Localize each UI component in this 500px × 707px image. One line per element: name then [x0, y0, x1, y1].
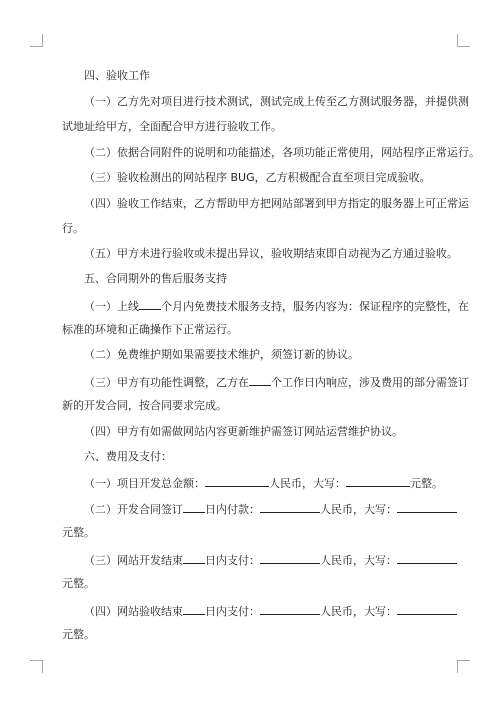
section-6-item-2-line-2: 元整。	[62, 526, 95, 539]
page-corner-mark-bottom-left	[30, 660, 43, 673]
fill-in-blank[interactable]	[139, 298, 161, 310]
section-5-heading: 五、合同期外的售后服务支持	[84, 272, 227, 285]
section-4-item-2: （二）依据合同附件的说明和功能描述，各项功能正常使用，网站程序正常运行。	[84, 146, 480, 159]
section-6-item-3-line-2: 元整。	[62, 577, 95, 590]
section-6-item-1-text-c: 元整。	[410, 477, 443, 490]
section-5-item-3-line-1	[62, 374, 469, 390]
section-5-item-1-text-b: 个月内免费技术服务支持，服务内容为：保证程序的完整性，在	[161, 300, 469, 313]
section-6-item-2-line-1	[62, 501, 462, 517]
section-5-item-3-text-b: 个工作日内响应，涉及费用的部分需签订	[271, 376, 469, 389]
section-6-item-3-text-a: （三）网站开发结束	[84, 554, 183, 567]
section-5-item-4: （四）甲方有如需做网站内容更新维护需签订网站运营维护协议。	[84, 425, 403, 438]
section-6-item-4-text-b: 日内支付：	[205, 605, 260, 618]
section-6-item-1	[62, 475, 462, 491]
section-4-item-4-line-2: 行。	[62, 222, 84, 235]
section-5-item-1-line-1	[62, 298, 469, 314]
section-6-item-1-text-a: （一）项目开发总金额：	[84, 477, 205, 490]
section-6-item-1-text-b: 人民币，大写：	[269, 477, 346, 490]
section-5-item-3-text-a: （三）甲方有功能性调整，乙方在	[84, 376, 249, 389]
section-5-item-3-line-2: 新的开发合同，按合同要求完成。	[62, 399, 227, 412]
fill-in-blank[interactable]	[397, 501, 457, 513]
fill-in-blank[interactable]	[183, 552, 205, 564]
section-5-item-1-line-2: 标准的环境和正确操作下正常运行。	[62, 323, 238, 336]
section-4-item-5: （五）甲方未进行验收或未提出异议，验收期结束即自动视为乙方通过验收。	[84, 247, 458, 260]
section-6-item-3-text-b: 日内支付：	[205, 554, 260, 567]
section-6-item-3-line-1	[62, 552, 462, 568]
section-4-item-4-line-1: （四）验收工作结束，乙方帮助甲方把网站部署到甲方指定的服务器上可正常运	[84, 197, 469, 210]
section-4-heading: 四、验收工作	[84, 69, 150, 82]
section-4-item-3: （三）验收检测出的网站程序 BUG，乙方积极配合直至项目完成验收。	[84, 171, 431, 184]
section-6-item-2-text-c: 人民币，大写：	[320, 503, 397, 516]
fill-in-blank[interactable]	[346, 475, 410, 487]
section-6-item-2-text-b: 日内付款：	[205, 503, 260, 516]
section-6-heading: 六、费用及支付：	[84, 450, 172, 463]
section-6-item-4-line-1	[62, 603, 462, 619]
fill-in-blank[interactable]	[397, 603, 457, 615]
section-6-item-3-text-c: 人民币，大写：	[320, 554, 397, 567]
fill-in-blank[interactable]	[249, 374, 271, 386]
section-6-item-4-text-c: 人民币，大写：	[320, 605, 397, 618]
page-corner-mark-top-left	[30, 34, 43, 47]
fill-in-blank[interactable]	[397, 552, 457, 564]
fill-in-blank[interactable]	[260, 501, 320, 513]
fill-in-blank[interactable]	[183, 501, 205, 513]
fill-in-blank[interactable]	[183, 603, 205, 615]
page-corner-mark-bottom-right	[457, 660, 470, 673]
section-5-item-1-text-a: （一）上线	[84, 300, 139, 313]
section-6-item-2-text-a: （二）开发合同签订	[84, 503, 183, 516]
fill-in-blank[interactable]	[260, 603, 320, 615]
fill-in-blank[interactable]	[205, 475, 269, 487]
section-6-item-4-text-a: （四）网站验收结束	[84, 605, 183, 618]
section-5-item-2: （二）免费维护期如果需要技术维护，须签订新的协议。	[84, 348, 359, 361]
section-6-item-4-line-2: 元整。	[62, 628, 95, 641]
page-corner-mark-top-right	[457, 34, 470, 47]
fill-in-blank[interactable]	[260, 552, 320, 564]
section-4-item-1-line-2: 试地址给甲方，全面配合甲方进行验收工作。	[62, 120, 282, 133]
section-4-item-1-line-1: （一）乙方先对项目进行技术测试，测试完成上传至乙方测试服务器，并提供测	[84, 95, 469, 108]
